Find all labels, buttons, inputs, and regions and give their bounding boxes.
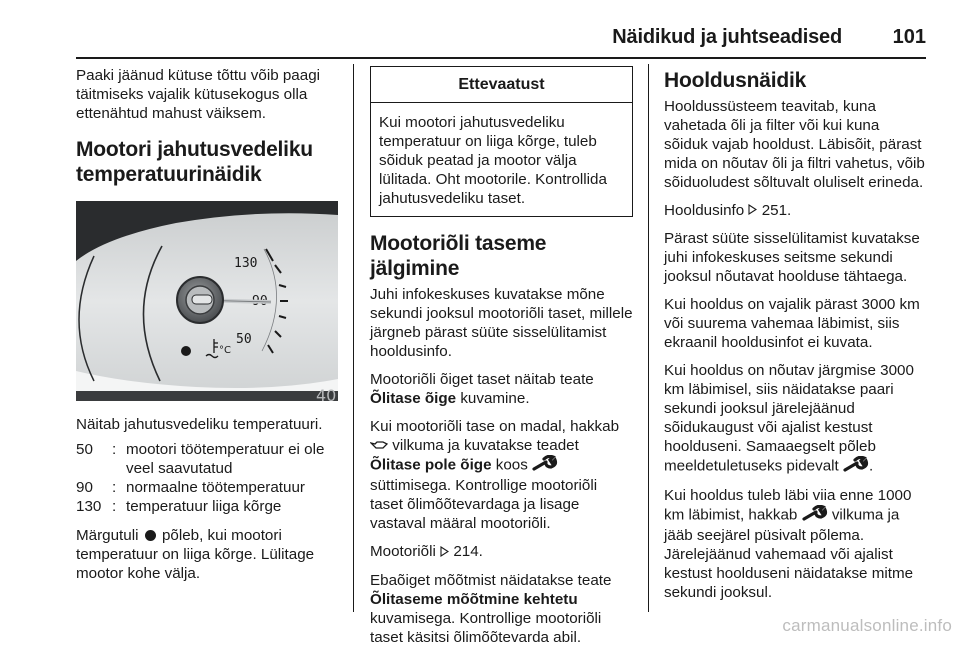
wrench-icon — [843, 456, 869, 477]
oil-can-icon — [370, 436, 388, 455]
service-paragraph-4: Kui hooldus on vajalik pärast 3000 km või suurema vahemaa läbimist, siis ekraanil hooldusinfot ei kuvata. — [664, 296, 920, 352]
column-divider — [648, 64, 649, 612]
header-rule — [76, 57, 926, 59]
gauge-label-130: 130 — [234, 256, 258, 271]
section-heading-oil: Mootoriõli taseme jälgimine — [370, 232, 547, 280]
odometer-digit: 40 — [316, 386, 337, 401]
page-reference-icon — [748, 201, 757, 220]
oil-reference: Mootoriõli 214. — [370, 543, 483, 561]
service-paragraph-6: Kui hooldus tuleb läbi viia enne 1000 km läbimist, hakkab vilkuma ja jääb seejärel püsivalt põlema. Järelejäänud vahemaad või ajalist kestust hoolduseni näidatakse mitme sekundi jooksul. — [664, 487, 914, 602]
page-reference-icon — [440, 543, 449, 562]
gauge-label-50: 50 — [236, 332, 252, 347]
gauge-legend — [76, 440, 338, 516]
oil-paragraph-1: Juhi infokeskuses kuvatakse mõne sekundi jooksul mootoriõli taset, millele järgneb pärast süüte sisselülitamist hooldusinfo. — [370, 286, 633, 360]
figure-caption: Näitab jahutusvedeliku temperatuuri. — [76, 416, 323, 433]
column-3 — [664, 66, 926, 611]
page-header — [0, 0, 960, 58]
coolant-gauge-figure — [76, 201, 338, 401]
wrench-icon — [802, 505, 828, 526]
page-number: 101 — [892, 26, 926, 48]
wrench-icon — [532, 455, 558, 476]
caution-text: Kui mootori jahutusvedeliku temperatuur on liiga kõrge, tuleb sõiduk peatad ja mootor välja lülitada. Oht mootorile. Kontrollida jahutusvedeliku taset. — [379, 114, 607, 207]
intro-paragraph: Paaki jäänud kütuse tõttu võib paagi täitmiseks vajalik kütusekogus olla ettenähtud mahust väiksem. — [76, 67, 321, 122]
service-reference: Hooldusinfo 251. — [664, 202, 792, 219]
warning-light-dot — [181, 346, 191, 356]
legend-row: 130 : temperatuur liiga kõrge — [76, 498, 282, 515]
chapter-title: Näidikud ja juhtseadised — [612, 26, 842, 48]
watermark-text: carmanualsonline.info — [782, 616, 952, 635]
service-paragraph-1: Hooldussüsteem teavitab, kuna vahetada õli ja filter või kui kuna sõiduk vajab hooldust. Läbisõit, pärast mida on nõutav õli ja filtri vahetus, võib sõiduoludest sõltuvalt oluliselt erineda. — [664, 98, 925, 191]
oil-paragraph-3: Kui mootoriõli tase on madal, hakkab vilkuma ja kuvatakse teadet Õlitase pole õige koos süttimisega. Kontrollige mootoriõli taset õlimõõtevardaga ja lisage vastaval määral mootoriõli. — [370, 418, 620, 533]
section-heading-coolant: Mootori jahutusvedeliku temperatuurinäidik — [76, 138, 313, 186]
unit-label: °C — [219, 345, 231, 356]
column-1 — [76, 66, 338, 592]
warning-light-icon — [145, 530, 156, 541]
service-paragraph-3: Pärast süüte sisselülitamist kuvatakse juhi infokeskuses seitsme sekundi jooksul nõutavat hoolduse tähtaega. — [664, 230, 920, 286]
column-2 — [370, 66, 633, 656]
legend-row: 90 : normaalne töötemperatuur — [76, 479, 305, 496]
service-paragraph-5: Kui hooldus on nõutav järgmise 3000 km läbimisel, siis näidatakse paari sekundi jooksul järelejäänud sõidukaugust või ajalist kestust hoolduseni. Samaaegselt põleb meeldetuletuseks pidevalt . — [664, 361, 926, 477]
column-divider — [353, 64, 354, 612]
coolant-gauge-illustration — [76, 201, 338, 401]
caution-title: Ettevaatust — [371, 67, 632, 103]
section-heading-service: Hooldusnäidik — [664, 69, 807, 92]
caution-box — [370, 66, 633, 217]
warning-light-paragraph: Märgutuli põleb, kui mootori temperatuur on liiga kõrge. Lülitage mootor kohe välja. — [76, 527, 315, 582]
oil-paragraph-2: Mootoriõli õiget taset näitab teate Õlitase õige kuvamine. — [370, 371, 594, 407]
oil-paragraph-5: Ebaõiget mõõtmist näidatakse teate Õlitaseme mõõtmine kehtetu kuvamisega. Kontrollige mootoriõli taset käsitsi õlimõõtevarda abil. — [370, 571, 612, 646]
legend-row: 50 : mootori töötemperatuur ei ole veel saavutatud — [76, 441, 325, 477]
